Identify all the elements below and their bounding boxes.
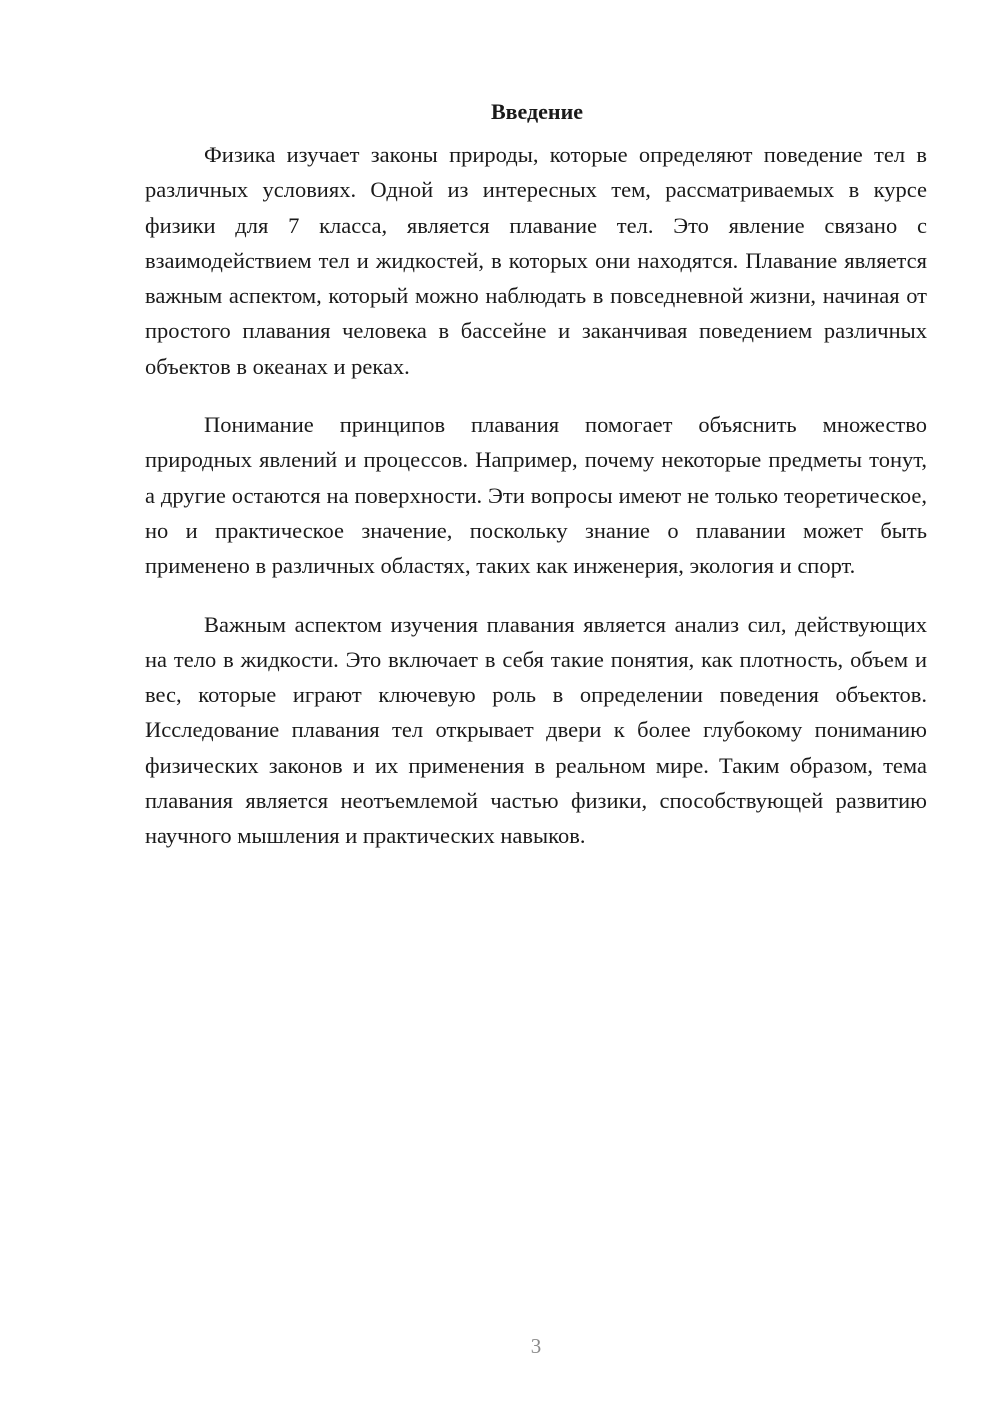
paragraph-forces: Важным аспектом изучения плавания является анализ сил, действующих на тело в жидкости. Это включает в себя такие понятия, как плотность, объем и вес, которые играют ключевую роль в определении поведения объектов. Исследование плавания тел открывает двери к более глубокому пониманию физических законов и их применения в реальном мире. Таким образом, тема плавания является неотъемлемой частью физики, способствующей развитию научного мышления и практических навыков.: [145, 611, 927, 849]
page-number: 3: [530, 1334, 542, 1358]
paragraph-principles: Понимание принципов плавания помогает объяснить множество природных явлений и процессов. Например, почему некоторые предметы тонут, а другие остаются на поверхности. Эти вопросы имеют не только теоретическое, но и практическое значение, поскольку знание о плавании может быть применено в различных областях, таких как инженерия, экология и спорт.: [145, 412, 927, 579]
page-body: [145, 95, 927, 854]
section-title: Введение: [490, 99, 584, 124]
paragraph-intro: Физика изучает законы природы, которые определяют поведение тел в различных условиях. Одной из интересных тем, рассматриваемых в курсе физики для 7 класса, является плавание тел. Это явление связано с взаимодействием тел и жидкостей, в которых они находятся. Плавание является важным аспектом, который можно наблюдать в повседневной жизни, начиная от простого плавания человека в бассейне и заканчивая поведением различных объектов в океанах и реках.: [145, 142, 927, 379]
